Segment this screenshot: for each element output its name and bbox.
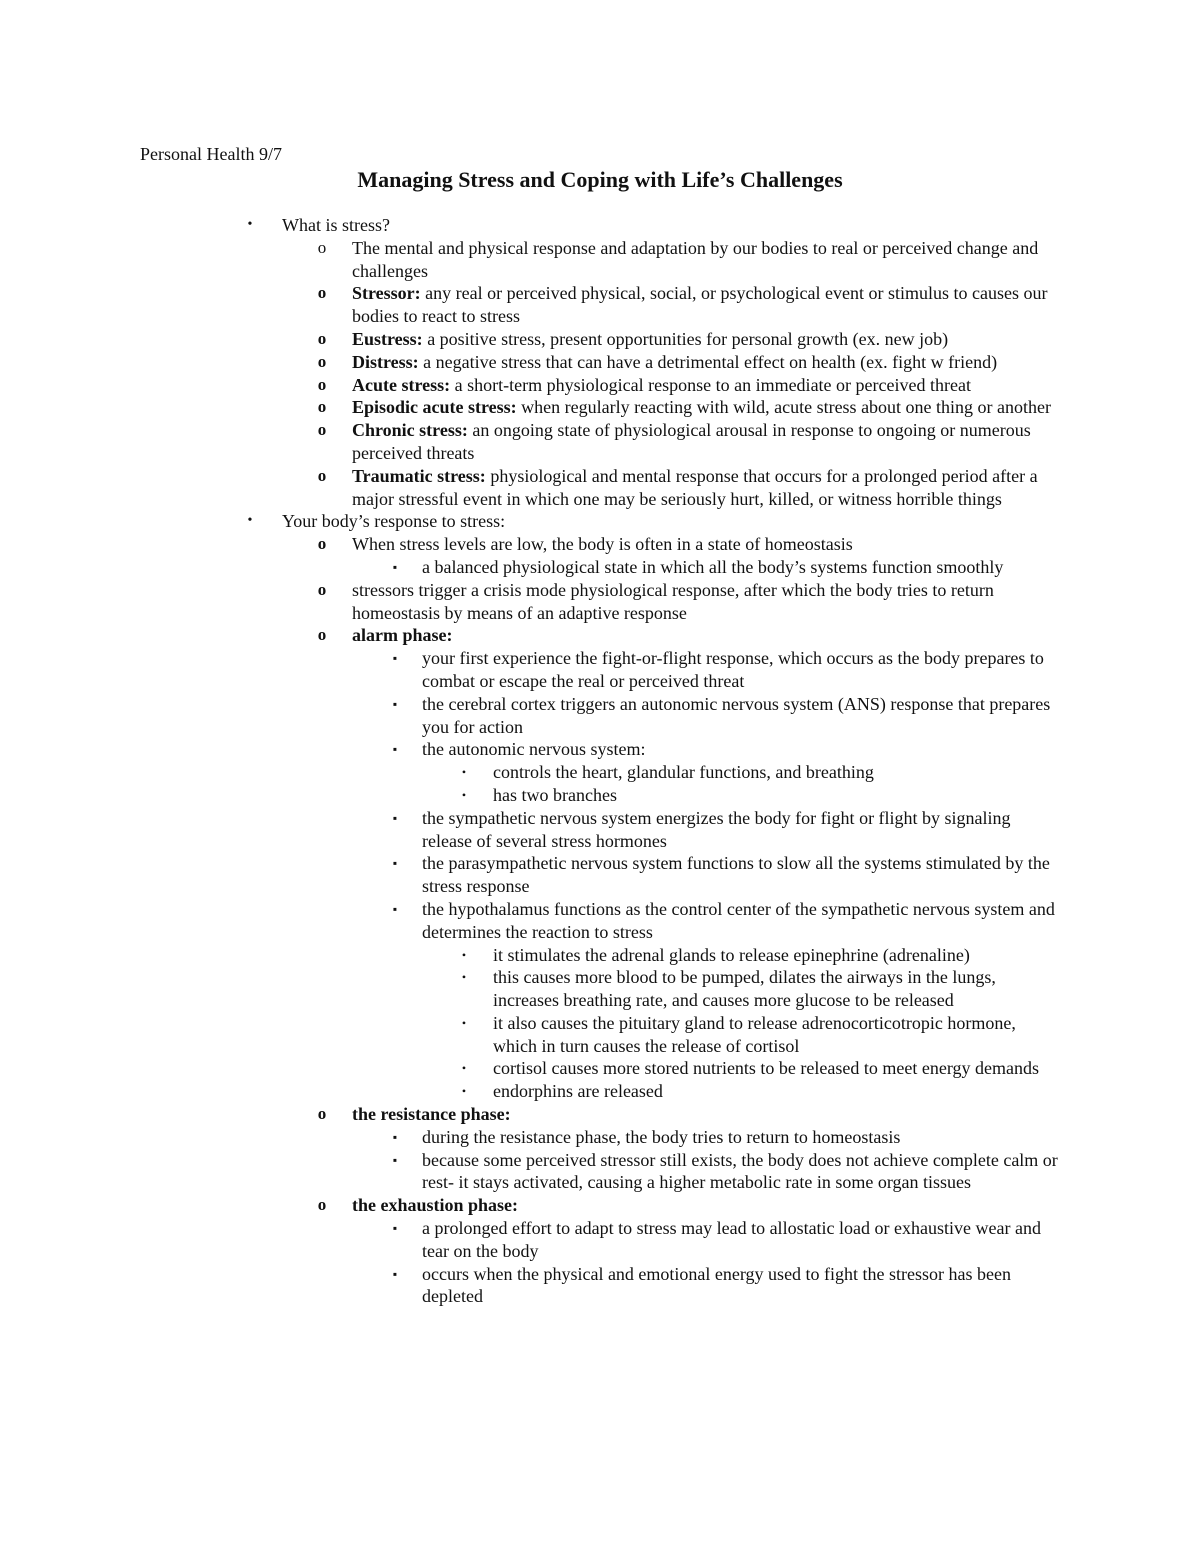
item-text: a balanced physiological state in which all the body’s systems function smoothly <box>422 556 1004 577</box>
bullet-marker: • <box>461 787 467 802</box>
list-item <box>0 237 1062 283</box>
item-text: the parasympathetic nervous system functions to slow all the systems stimulated by the stress response <box>422 853 1050 897</box>
item-text: physiological and mental response that occurs for a prolonged period after a major stressful event in which one may be seriously hurt, killed, or witness horrible things <box>352 465 1038 509</box>
item-term: alarm phase: <box>352 625 453 646</box>
item-text: stressors trigger a crisis mode physiological response, after which the body tries to return homeostasis by means of an adaptive response <box>352 579 994 623</box>
item-text: this causes more blood to be pumped, dilates the airways in the lungs, increases breathing rate, and causes more glucose to be released <box>493 967 996 1011</box>
list-item <box>0 1012 1063 1058</box>
list-item <box>0 465 1062 511</box>
item-text: the sympathetic nervous system energizes the body for fight or flight by signaling release of several stress hormones <box>422 807 1011 851</box>
list-item <box>0 738 1062 761</box>
bullet-marker: ▪ <box>392 1221 398 1236</box>
list-item <box>0 1149 1062 1195</box>
item-text: when regularly reacting with wild, acute stress about one thing or another <box>516 397 1052 418</box>
list-item <box>0 647 1062 693</box>
item-text: a short-term physiological response to an immediate or perceived threat <box>450 374 971 395</box>
bullet-marker: ▪ <box>392 1266 398 1281</box>
list-item <box>0 693 1062 739</box>
document-header: Personal Health 9/7 <box>140 144 282 164</box>
list-item <box>0 510 1060 533</box>
bullet-marker: • <box>461 1061 467 1076</box>
list-item <box>0 556 1062 579</box>
list-item <box>0 898 1062 944</box>
item-term: the exhaustion phase: <box>352 1195 519 1216</box>
item-text: The mental and physical response and adaptation by our bodies to real or perceived change and challenges <box>352 237 1039 281</box>
list-item <box>0 374 1062 397</box>
list-item <box>0 351 1062 374</box>
list-item <box>0 533 1062 556</box>
document-title: Managing Stress and Coping with Life’s Challenges <box>357 167 843 192</box>
bullet-marker: ▪ <box>392 1129 398 1144</box>
list-item <box>0 761 1063 784</box>
item-text: an ongoing state of physiological arousal in response to ongoing or numerous perceived threats <box>352 420 1031 463</box>
bullet-marker: o <box>317 351 327 371</box>
item-text: endorphins are released <box>493 1081 663 1102</box>
item-text: cortisol causes more stored nutrients to be released to meet energy demands <box>493 1058 1039 1079</box>
item-text: a prolonged effort to adapt to stress may lead to allostatic load or exhaustive wear and tear on the body <box>422 1218 1041 1261</box>
bullet-marker: ▪ <box>392 810 398 825</box>
item-term: the resistance phase: <box>352 1104 511 1125</box>
item-term: Stressor: <box>352 283 421 304</box>
bullet-marker: • <box>461 947 467 962</box>
item-text: What is stress? <box>282 215 390 235</box>
bullet-marker: ▪ <box>392 901 398 916</box>
bullet-marker: • <box>247 217 253 232</box>
item-term: Acute stress: <box>352 374 451 395</box>
bullet-marker: o <box>317 397 327 417</box>
bullet-marker: • <box>461 765 467 780</box>
list-item <box>0 784 1063 807</box>
bullet-marker: ▪ <box>392 856 398 871</box>
bullet-marker: ▪ <box>392 1152 398 1167</box>
list-item <box>0 1194 1062 1217</box>
bullet-marker: ▪ <box>392 559 398 574</box>
list-item <box>0 1263 1062 1309</box>
bullet-marker: ▪ <box>392 651 398 666</box>
bullet-marker: • <box>247 513 253 529</box>
bullet-marker: o <box>317 283 327 303</box>
outline-list <box>0 214 1200 1308</box>
list-item <box>0 419 1062 465</box>
list-item <box>0 214 1060 237</box>
list-item <box>0 807 1062 853</box>
list-item <box>0 944 1063 967</box>
item-text: because some perceived stressor still exists, the body does not achieve complete calm or rest- it stays activated, causing a higher metabolic rate in some organ tissues <box>422 1149 1058 1193</box>
bullet-marker: o <box>317 534 327 554</box>
bullet-marker: • <box>461 1015 467 1030</box>
item-text: Your body’s response to stress: <box>282 511 506 532</box>
item-term: Traumatic stress: <box>352 465 486 486</box>
item-text: your first experience the fight-or-flight response, which occurs as the body prepares to combat or escape the real or perceived threat <box>422 648 1044 691</box>
list-item <box>0 396 1062 419</box>
item-text: it stimulates the adrenal glands to release epinephrine (adrenaline) <box>493 944 970 965</box>
item-text: the cerebral cortex triggers an autonomic nervous system (ANS) response that prepares you for action <box>422 693 1051 737</box>
bullet-marker: o <box>317 625 327 645</box>
item-term: Episodic acute stress: <box>352 397 517 418</box>
bullet-marker: o <box>317 579 327 599</box>
item-term: Distress: <box>352 351 419 372</box>
list-item <box>0 1217 1062 1263</box>
bullet-marker: ▪ <box>392 742 398 757</box>
bullet-marker: • <box>461 970 467 985</box>
list-item <box>0 1057 1063 1080</box>
bullet-marker: o <box>317 1104 327 1124</box>
bullet-marker: o <box>317 465 327 485</box>
item-term: Eustress: <box>352 328 423 349</box>
item-text: it also causes the pituitary gland to release adrenocorticotropic hormone, which in turn causes the release of cortisol <box>493 1012 1016 1056</box>
item-text: controls the heart, glandular functions, and breathing <box>493 762 874 783</box>
list-item <box>0 328 1062 351</box>
item-text: When stress levels are low, the body is often in a state of homeostasis <box>352 534 853 555</box>
list-item <box>0 1126 1062 1149</box>
bullet-marker: • <box>461 1084 467 1099</box>
list-item <box>0 1080 1063 1103</box>
bullet-marker: o <box>317 328 327 348</box>
item-text: a positive stress, present opportunities for personal growth (ex. new job) <box>422 328 949 349</box>
list-item <box>0 579 1062 625</box>
bullet-marker: o <box>317 237 327 257</box>
item-text: a negative stress that can have a detrimental effect on health (ex. fight w friend) <box>418 351 998 372</box>
item-term: Chronic stress: <box>352 420 468 441</box>
item-text: the autonomic nervous system: <box>422 739 646 760</box>
item-text: during the resistance phase, the body tries to return to homeostasis <box>422 1126 901 1147</box>
item-text: occurs when the physical and emotional energy used to fight the stressor has been depleted <box>422 1263 1012 1307</box>
list-item <box>0 1103 1062 1126</box>
list-item <box>0 966 1063 1012</box>
list-item <box>0 852 1062 898</box>
item-text: the hypothalamus functions as the control center of the sympathetic nervous system and determines the reaction to stress <box>422 898 1055 942</box>
item-text: any real or perceived physical, social, or psychological event or stimulus to causes our bodies to react to stress <box>352 283 1048 327</box>
bullet-marker: o <box>317 1195 327 1215</box>
item-text: has two branches <box>493 784 617 805</box>
bullet-marker: o <box>317 420 327 440</box>
list-item <box>0 624 1062 647</box>
list-item <box>0 282 1062 328</box>
bullet-marker: ▪ <box>392 696 398 711</box>
bullet-marker: o <box>317 374 327 394</box>
